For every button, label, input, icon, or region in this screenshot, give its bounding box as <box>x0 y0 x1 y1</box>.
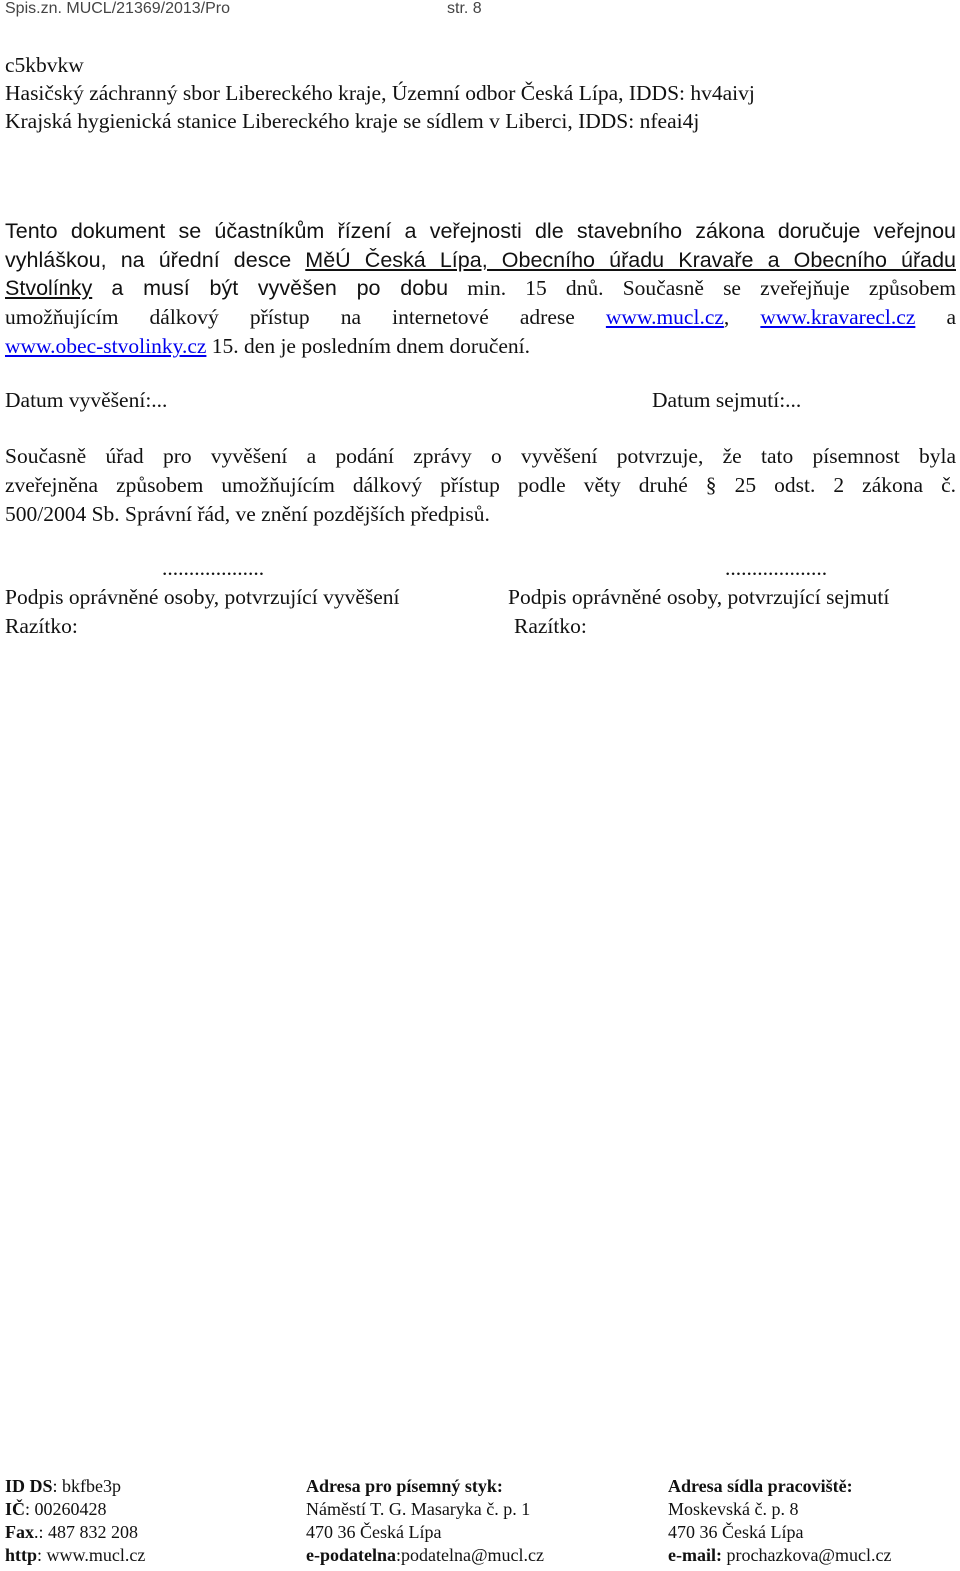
footer-value: : www.mucl.cz <box>37 1545 146 1565</box>
footer-value: : 00260428 <box>25 1499 107 1519</box>
notice-line-5 <box>5 334 530 359</box>
notice-line-5b: 15. den je posledním dnem doručení. <box>211 334 531 358</box>
date-removed: Datum sejmutí:... <box>652 388 802 412</box>
footer-value: .: 487 832 208 <box>34 1522 139 1542</box>
stamp-label-left: Razítko: <box>5 614 78 638</box>
footer-key: e-mail: <box>668 1545 722 1565</box>
page-number: str. 8 <box>447 0 482 17</box>
comma: , <box>723 305 730 329</box>
notice-line-1: Tento dokument se účastníkům řízení a veřejnosti dle stavebního zákona doručuje veřejnou <box>5 219 956 243</box>
footer-key: e-podatelna <box>306 1545 396 1565</box>
footer-epodatelna <box>306 1545 544 1566</box>
footer-value: : bkfbe3p <box>52 1476 121 1496</box>
link-stvolinky[interactable]: www.obec-stvolinky.cz <box>5 334 207 358</box>
footer-office-address-title: Adresa sídla pracoviště: <box>668 1476 853 1496</box>
footer-ico <box>5 1499 107 1520</box>
footer-key: Fax <box>5 1522 34 1542</box>
link-mucl[interactable]: www.mucl.cz <box>605 305 724 329</box>
signature-dots-right: ................... <box>725 556 828 580</box>
footer-key: ID DS <box>5 1476 53 1496</box>
footer-mail-address-title: Adresa pro písemný styk: <box>306 1476 503 1496</box>
recipient-3: Krajská hygienická stanice Libereckého kraje se sídlem v Liberci, IDDS: nfeai4j <box>5 109 700 133</box>
notice-line-2a: vyhláškou, na úřední desce <box>5 248 292 272</box>
signature-label-left: Podpis oprávněné osoby, potvrzující vyvěšení <box>5 585 400 609</box>
footer-http <box>5 1545 145 1566</box>
conj-and: a <box>946 305 956 329</box>
confirmation-line-2: zveřejněna způsobem umožňujícím dálkový přístup podle věty druhé § 25 odst. 2 zákona č. <box>5 473 956 497</box>
footer-value: prochazkova@mucl.cz <box>721 1545 892 1565</box>
notice-line-3b: a musí být vyvěšen po dobu <box>111 276 449 300</box>
notice-line-3c: min. 15 dnů. Současně se zveřejňuje způsobem <box>467 276 956 300</box>
recipient-1: c5kbvkw <box>5 53 84 77</box>
signature-dots-left: ................... <box>162 556 265 580</box>
confirmation-line-3: 500/2004 Sb. Správní řád, ve znění pozdějších předpisů. <box>5 502 490 526</box>
confirmation-line-1: Současně úřad pro vyvěšení a podání zprávy o vyvěšení potvrzuje, že tato písemnost byla <box>5 444 956 468</box>
footer-mail-address-line-1: Náměstí T. G. Masaryka č. p. 1 <box>306 1499 531 1519</box>
footer-office-address-line-1: Moskevská č. p. 8 <box>668 1499 799 1519</box>
signature-label-right: Podpis oprávněné osoby, potvrzující sejmutí <box>508 585 890 609</box>
recipient-2: Hasičský záchranný sbor Libereckého kraje, Územní odbor Česká Lípa, IDDS: hv4aivj <box>5 81 755 105</box>
stamp-label-right: Razítko: <box>514 614 587 638</box>
file-reference: Spis.zn. MUCL/21369/2013/Pro <box>5 0 231 17</box>
notice-line-4a: umožňujícím dálkový přístup na internetové adrese <box>5 305 575 329</box>
link-kravarecl[interactable]: www.kravarecl.cz <box>760 305 916 329</box>
notice-stvolinky: Stvolínky <box>5 276 93 300</box>
footer-office-address-line-2: 470 36 Česká Lípa <box>668 1522 804 1542</box>
footer-value: :podatelna@mucl.cz <box>396 1545 545 1565</box>
footer-key: IČ <box>5 1499 26 1519</box>
footer-data-box <box>5 1476 121 1497</box>
notice-boards: MěÚ Česká Lípa, Obecního úřadu Kravaře a Obecního úřadu <box>305 248 956 272</box>
footer-email <box>668 1545 891 1566</box>
footer-key: http <box>5 1545 38 1565</box>
footer-mail-address-line-2: 470 36 Česká Lípa <box>306 1522 442 1542</box>
notice-line-4 <box>5 305 956 332</box>
notice-line-3 <box>5 276 956 303</box>
footer-fax <box>5 1522 138 1543</box>
date-posted: Datum vyvěšení:... <box>5 388 168 412</box>
notice-line-2 <box>5 248 956 275</box>
